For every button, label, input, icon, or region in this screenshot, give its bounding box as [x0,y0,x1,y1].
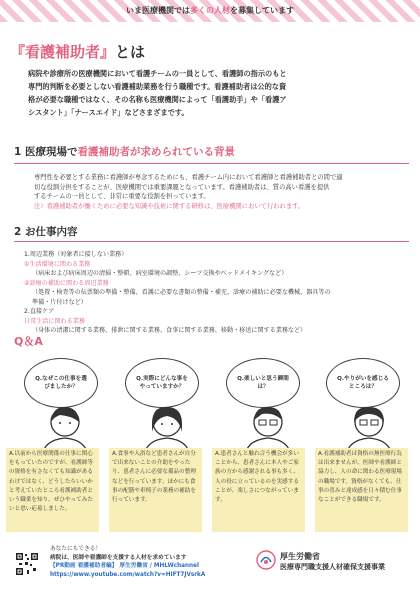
intro-line: 専門的判断を必要としない看護補助業務を行う職種です。看護補助者は公的な資 [28,82,287,91]
banner-text [0,5,420,16]
banner-suffix: を募集しています [230,6,294,15]
footer-line: あなたにもできる！ [50,546,102,552]
section-number: 1 [14,146,22,158]
answer-text: A.食事や入浴など患者さんが自分で出来ないことの介助をやったり、患者さんに必要な備品の整理などを行っています。ほかにも食事の配膳や車椅子の業務の補助を行っています。 [112,451,196,504]
question-text: Q.実際にどんな事をやっていますか？ [136,375,188,390]
video-url-link[interactable]: https://www.youtube.com/watch?v=HIFT7JVsrkA [50,571,206,578]
org-program: 医療専門職支援人材確保支援事業 [280,563,385,571]
answer-card [212,448,305,532]
video-title-link[interactable]: 【PR動画 看護補助者編】 厚生労働省 / MHLWchannel [50,563,199,569]
duty-detail: 準備・片付けなど） [32,298,87,306]
footer-line: 病院は、医師や看護師を支援する人材を求めています [50,554,187,561]
duty-detail: （病床および病床周辺の清掃・整頓、病室環境の調整、シーツ交換やベッドメイキングなど） [32,270,288,277]
duty-detail: （身体の清潔に関する業務、排泄に関する業務、食事に関する業務、移動・移送に関する業務など） [32,327,307,334]
qa-heading: Q＆A [14,335,43,348]
question-bubble [226,358,300,408]
body-line: 切な役割分担をすることが、医療機関では重要課題となっています。看護補助者は、質の高い看護を提供 [34,183,330,191]
duty-detail: （処置・検査等の伝票類の準備・整備、看護に必要な書類の整備・補充、診療の補助に必要な機械、器具等の [32,289,331,296]
intro-line: シスタント」「ナースエイド」などさまざまです。 [28,108,189,117]
org-name: 厚生労働省 [280,552,320,561]
answer-text: A.以前から医療関係の仕事に関心をもっていたのですが、看護師等の資格を有さなくても知識があるわけではなく、どうしたらいいかと考えていたところ看護補助者という職業を知り、ぜひやってみたいと思い応募しました。 [9,451,93,513]
title-role: 『看護補助者』 [10,43,116,61]
answer-card [109,448,202,532]
duty-heading: 2.直接ケア [24,308,55,315]
duties-list [24,250,409,336]
question-text: Q.なぜこの仕事を選びましたか？ [35,375,87,390]
intro-line: 病院や診療所の医療機関において看護チームの一員として、看護師の指示のもと [28,69,287,78]
ministry-logo-icon [256,550,276,570]
answer-card [315,448,408,532]
body-line: 専門性を必要とする業務に看護師が専念するためにも、看護チーム内において看護師と看護補助者との間で適 [34,174,343,181]
duty-heading: 1.周辺業務（対象者に接しない業務） [24,251,128,258]
section-heading-highlight: 看護補助者が求められている背景 [77,146,235,158]
question-text: Q.やりがいを感じるところは？ [337,375,389,390]
section-background-body [34,173,409,211]
section-heading-text: 医療現場で [24,146,78,158]
section-heading-text: お仕事内容 [24,226,78,238]
answer-text: A.患者さんと触れ合う機会が多いことから、患者さんに本人やご家族の方から感謝される事も多く、人の役に立っているのを実感することが、楽しさにつながっています。 [215,451,299,504]
duty-subheading: 日常生活に関わる業務 [24,317,85,325]
training-note: 注）看護補助者が働くために必要な知識や技術に関する研修は、医療機関において行われます。 [34,202,305,210]
organization-block [280,551,420,573]
question-bubble [125,358,199,408]
answer-text: A.看護補助者は資格の無医療行為は出来ませんが、医師や看護師と協力し、人の命に関わる医療現場の職場です。資格がなくても、仕事の喜みと達成感を日々積む仕事なことができる職場です。 [318,451,402,504]
banner-prefix: いま医療機関では [126,6,190,15]
banner-highlight: 多くの人材 [190,6,230,15]
duty-subheading: ①生活環境に関わる業務 [24,260,91,268]
duty-subheading: ②診療の補助に関わる周辺業務 [24,279,109,287]
qr-code-icon[interactable] [15,552,39,576]
intro-paragraph [28,67,408,119]
question-text: Q.楽しいと思う瞬間は？ [237,375,289,390]
section-number: 2 [14,226,22,238]
section-background-heading [14,140,409,164]
page-title [10,41,145,62]
question-bubble [326,358,400,408]
title-suffix: とは [115,43,146,61]
section-duties-heading [14,220,409,242]
intro-line: 格が必要な職種ではなく、その名称も医療機関によって「看護助手」や「看護ア [28,95,287,104]
question-bubble [24,358,98,408]
body-line: するチームの一員として、非常に重要な役割を担っています。 [34,193,210,201]
answer-card [6,448,99,532]
footer-promo [50,545,290,579]
